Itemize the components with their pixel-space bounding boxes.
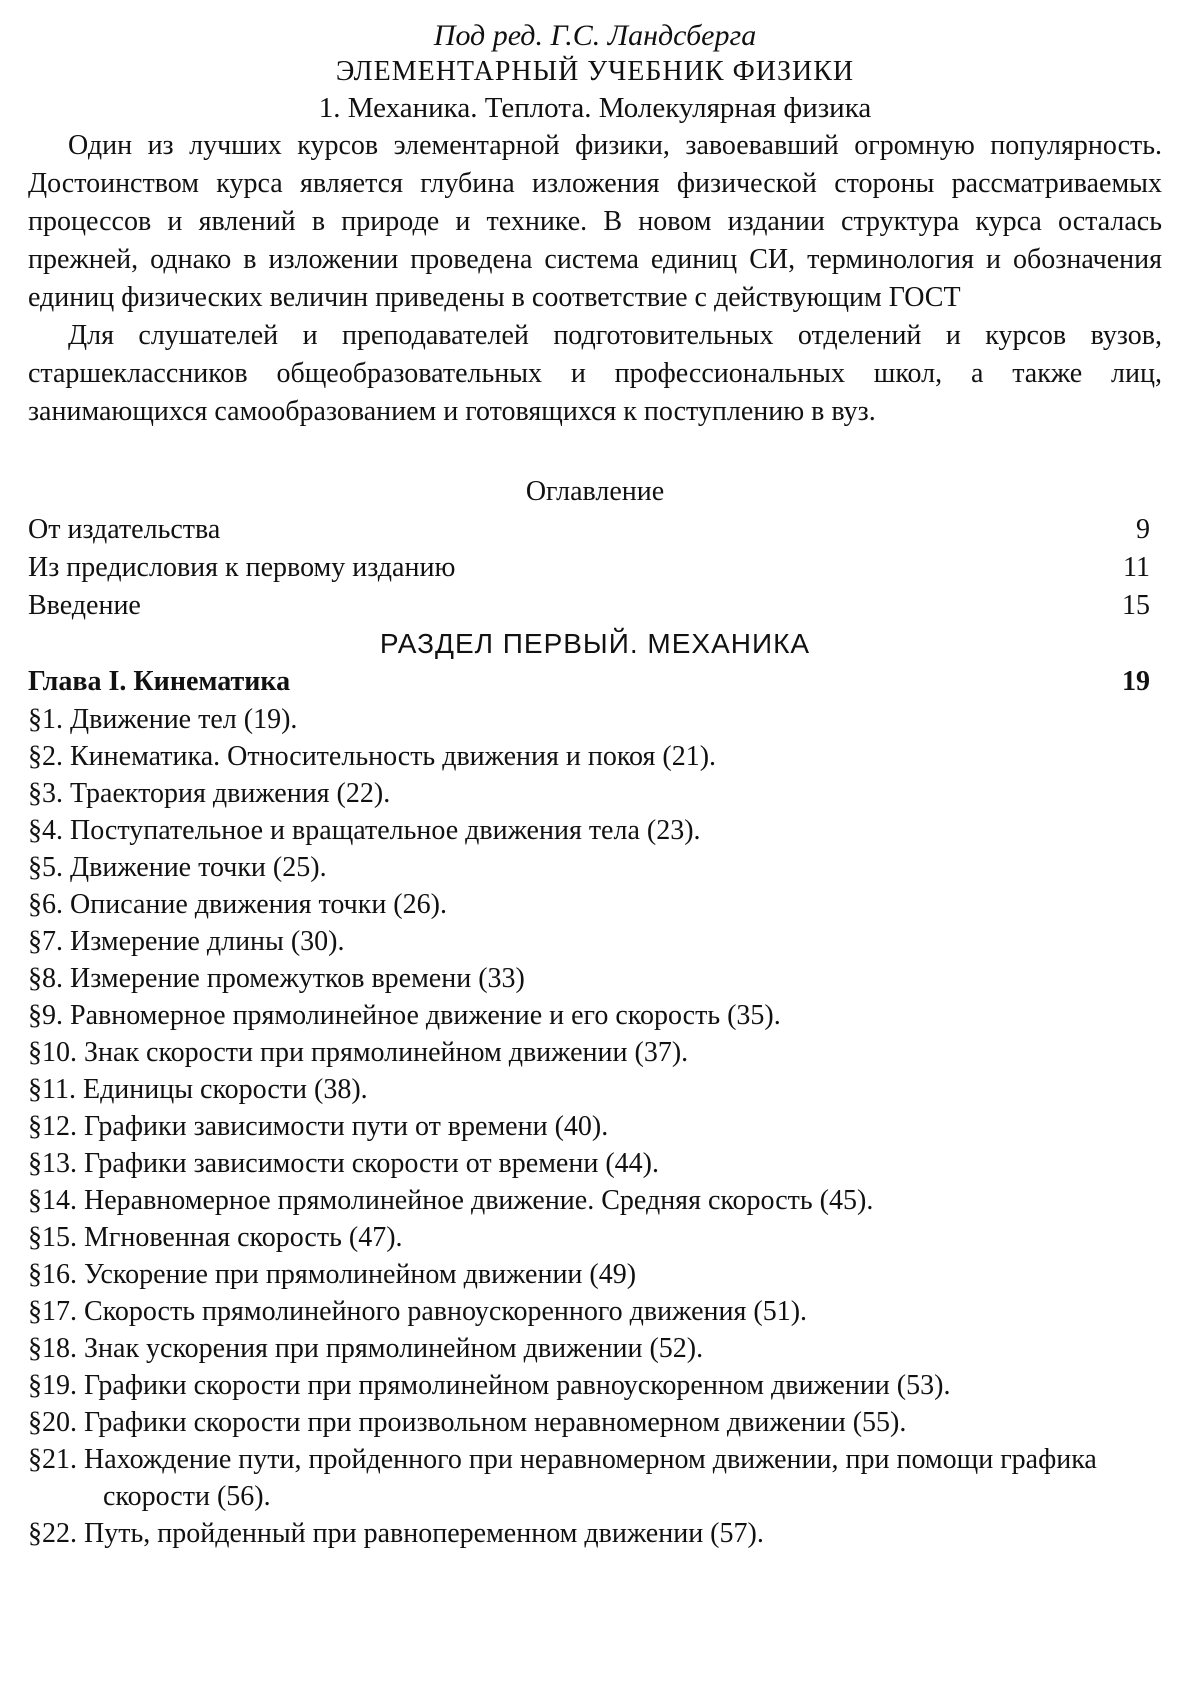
list-item: §2. Кинематика. Относительность движения и покоя (21).: [28, 741, 717, 772]
contents-heading: Оглавление: [525, 476, 665, 507]
editor-line: Под ред. Г.С. Ландсберга: [433, 19, 757, 52]
list-item: §16. Ускорение при прямолинейном движении (49): [28, 1259, 637, 1290]
list-item: §15. Мгновенная скорость (47).: [28, 1222, 403, 1253]
book-title: ЭЛЕМЕНТАРНЫЙ УЧЕБНИК ФИЗИКИ: [335, 56, 855, 87]
list-item: §18. Знак ускорения при прямолинейном движении (52).: [28, 1333, 704, 1364]
list-item: §12. Графики зависимости пути от времени (40).: [28, 1111, 609, 1142]
toc-label: От издательства: [28, 514, 221, 545]
list-item: §4. Поступательное и вращательное движения тела (23).: [28, 815, 701, 846]
list-item: §3. Траектория движения (22).: [28, 778, 391, 809]
list-item: §10. Знак скорости при прямолинейном движении (37).: [28, 1037, 689, 1068]
toc-row: [28, 587, 1162, 625]
book-subtitle: 1. Механика. Теплота. Молекулярная физика: [318, 92, 872, 124]
annotation-paragraph: Для слушателей и преподавателей подготовительных отделений и курсов вузов, старшеклассников общеобразовательных и профессиональных школ, а также лиц, занимающихся самообразованием и готовящихся к поступлению в вуз.: [28, 320, 1162, 427]
toc-label: Введение: [28, 590, 141, 621]
list-item: §20. Графики скорости при произвольном неравномерном движении (55).: [28, 1407, 907, 1438]
toc-row: [28, 549, 1162, 587]
list-item: §22. Путь, пройденный при равнопеременном движении (57).: [28, 1518, 764, 1549]
list-item: §7. Измерение длины (30).: [28, 926, 345, 957]
toc-page-number: 15: [1122, 590, 1150, 621]
list-item: §13. Графики зависимости скорости от времени (44).: [28, 1148, 659, 1179]
list-item: §11. Единицы скорости (38).: [28, 1074, 368, 1105]
toc-page-number: 9: [1136, 514, 1150, 545]
annotation-paragraph: Один из лучших курсов элементарной физики, завоевавший огромную популярность. Достоинством курса является глубина изложения физической стороны рассматриваемых процессов и явлений в природе и технике. В новом издании структура курса осталась прежней, однако в изложении проведена система единиц СИ, терминология и обозначения единиц физических величин приведены в соответствие с действующим ГОСТ: [28, 130, 1162, 313]
list-item: §14. Неравномерное прямолинейное движение. Средняя скорость (45).: [28, 1185, 874, 1216]
chapter-label: Глава I. Кинематика: [28, 666, 291, 697]
list-item: §21. Нахождение пути, пройденного при неравномерном движении, при помощи графика скорости (56).: [28, 1444, 1097, 1512]
chapter-row: [28, 663, 1162, 701]
list-item: §17. Скорость прямолинейного равноускоренного движения (51).: [28, 1296, 808, 1327]
toc-page-number: 11: [1123, 552, 1150, 583]
list-item: §5. Движение точки (25).: [28, 852, 327, 883]
toc-label: Из предисловия к первому изданию: [28, 552, 456, 583]
list-item: §1. Движение тел (19).: [28, 704, 298, 735]
section-heading: РАЗДЕЛ ПЕРВЫЙ. МЕХАНИКА: [379, 628, 811, 659]
list-item: §8. Измерение промежутков времени (33): [28, 963, 525, 994]
paragraph-list: [28, 701, 1162, 1552]
list-item: §9. Равномерное прямолинейное движение и его скорость (35).: [28, 1000, 781, 1031]
list-item: §6. Описание движения точки (26).: [28, 889, 447, 920]
toc-row: [28, 511, 1162, 549]
chapter-page-number: 19: [1122, 666, 1150, 697]
list-item: §19. Графики скорости при прямолинейном равноускоренном движении (53).: [28, 1370, 951, 1401]
